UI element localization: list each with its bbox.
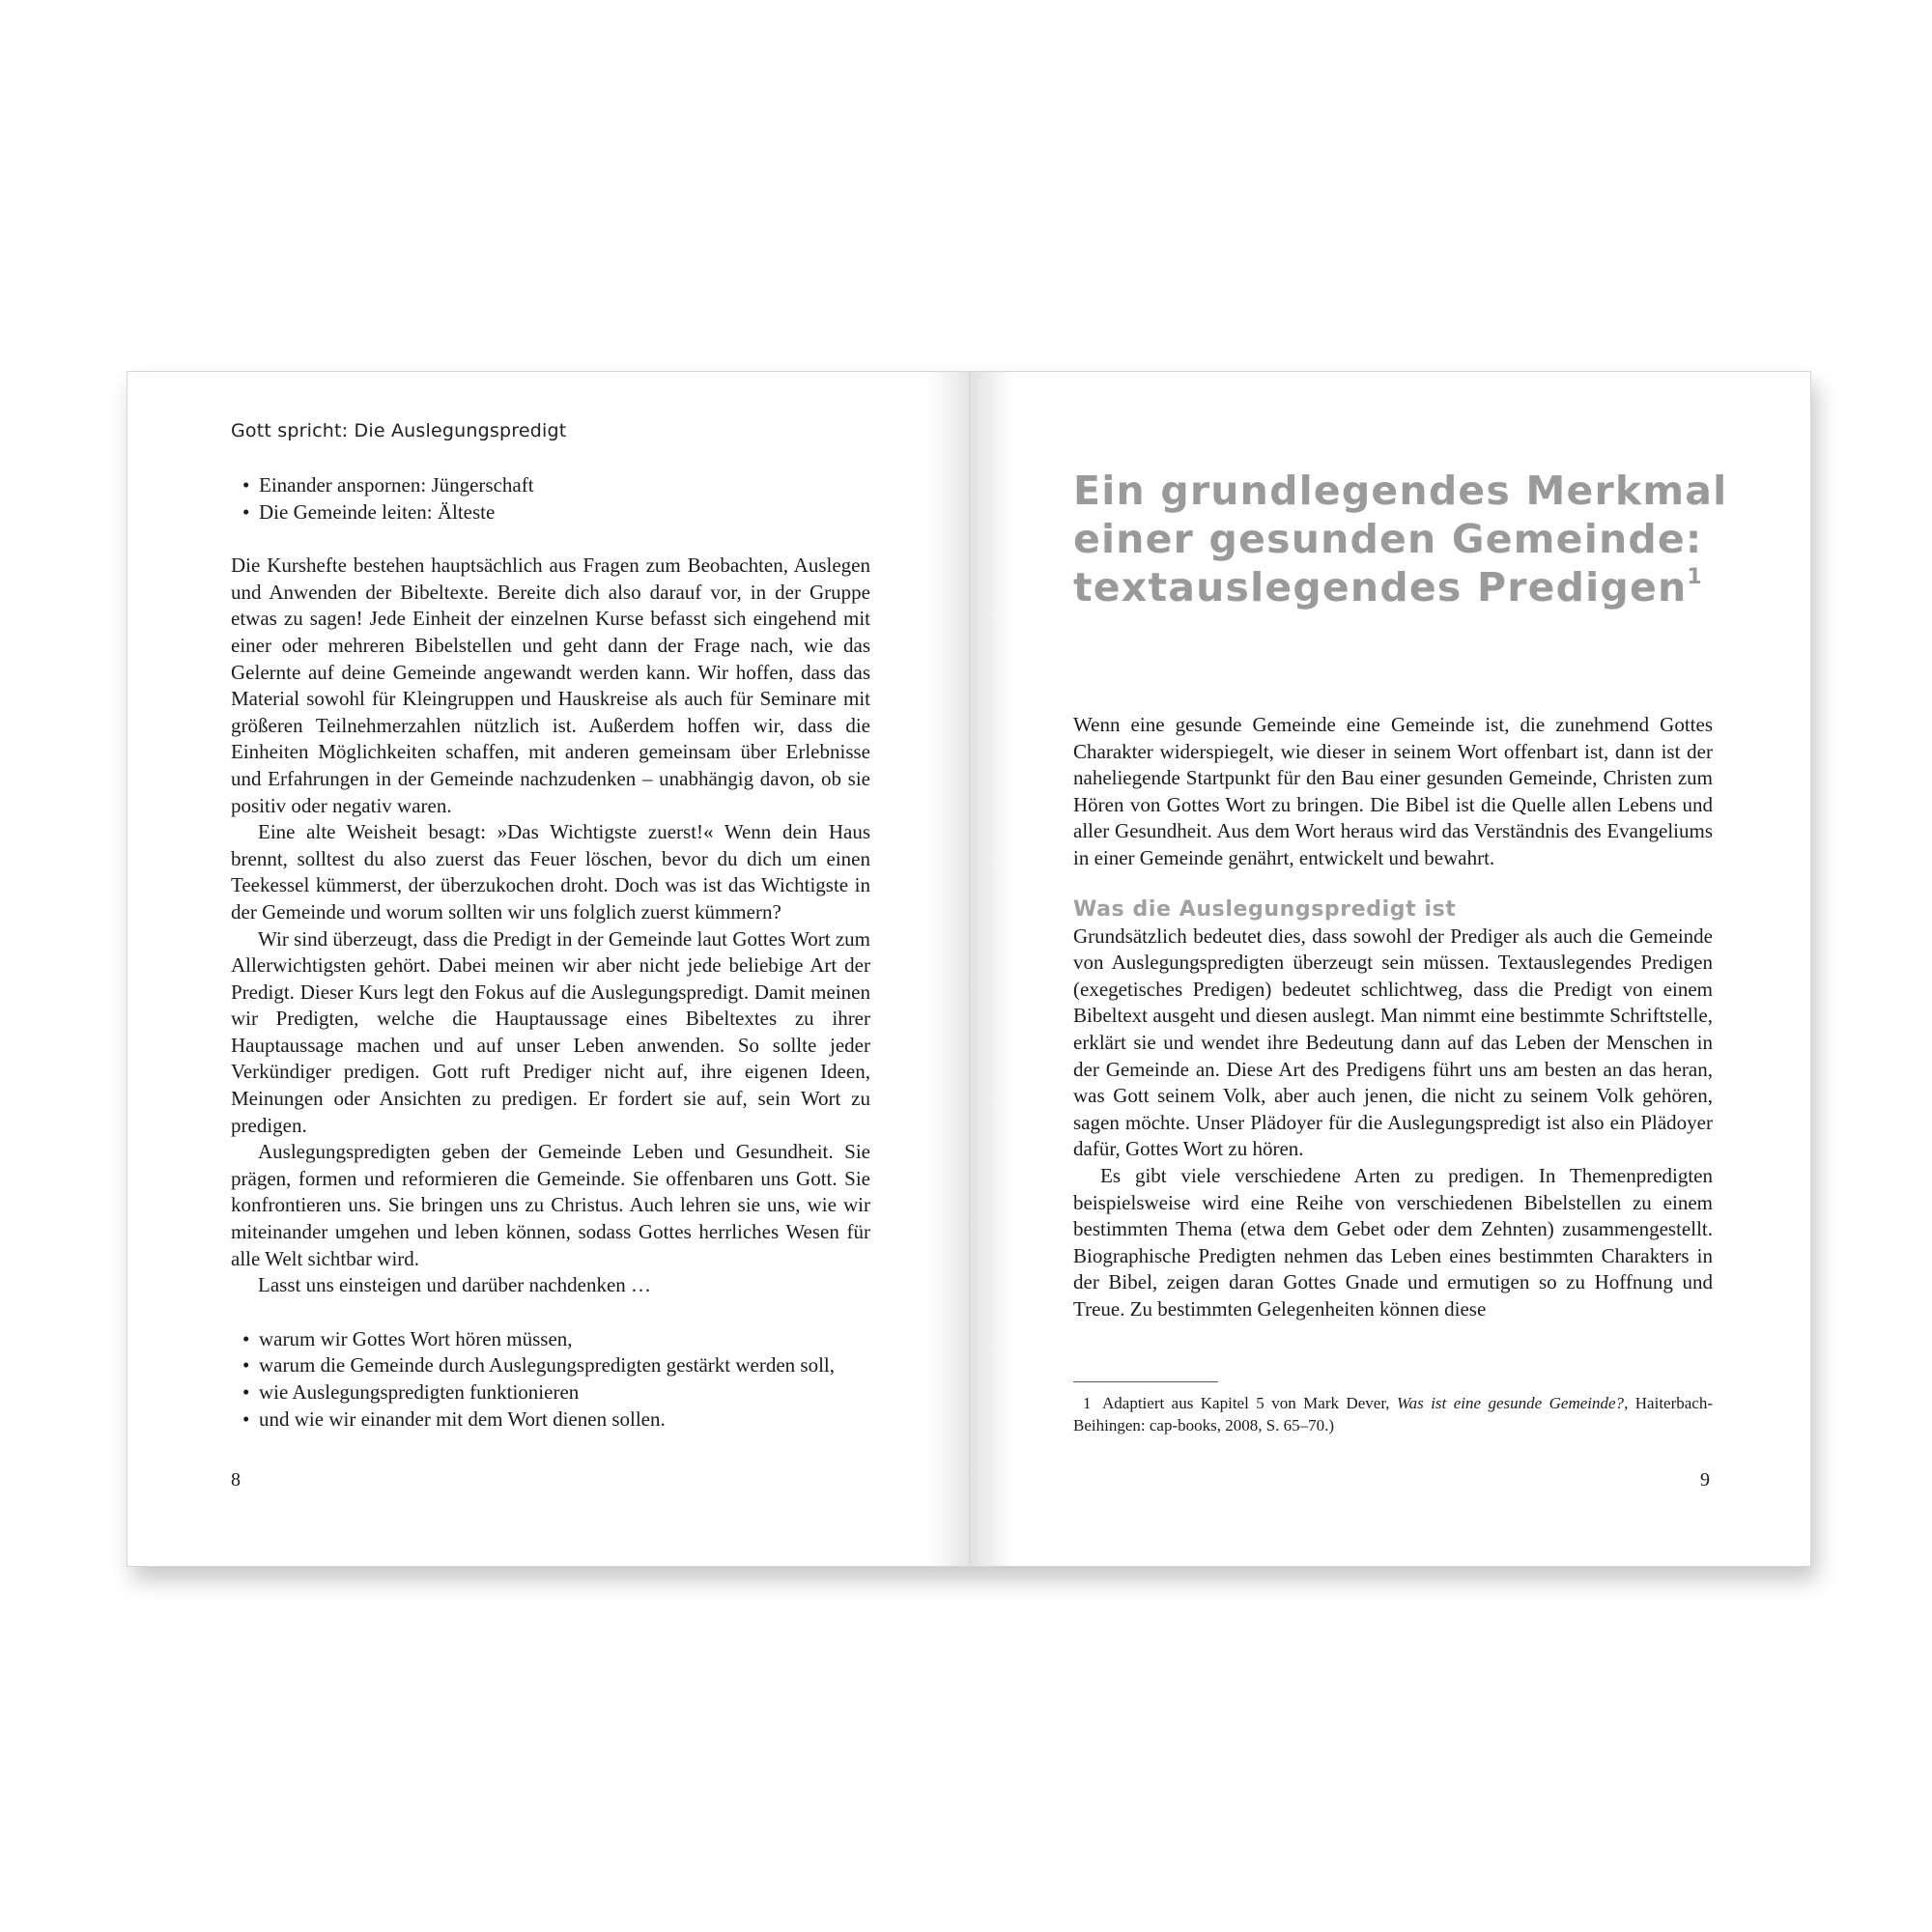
paragraph: Wir sind überzeugt, dass die Predigt in der Gemeinde laut Gottes Wort zum Allerwichtigsten gehört. Dabei meinen wir aber nicht jede beliebige Art der Predigt. Dieser Kurs legt den Fokus auf die Auslegungspredigt. Damit meinen wir Predigten, welche die Hauptaussage eines Bibeltextes zu ihrer Hauptaussage machen und auf unser Leben anwenden. So sollte jeder Verkündiger predigen. Gott ruft Prediger nicht auf, ihre eigenen Ideen, Meinungen oder Ansichten zu predigen. Er fordert sie auf, sein Wort zu predigen. — [231, 926, 870, 1137]
list-item-text: warum die Gemeinde durch Auslegungspredigten gestärkt werden soll, — [259, 1353, 836, 1378]
bullet-icon: • — [242, 1353, 250, 1378]
footnote-divider — [1073, 1381, 1218, 1382]
right-column — [1073, 712, 1713, 1322]
list-item — [231, 1352, 870, 1379]
section-heading: Was die Auslegungspredigt ist — [1073, 896, 1457, 922]
list-item — [231, 1406, 870, 1434]
left-column — [231, 472, 870, 1433]
running-head: Gott spricht: Die Auslegungspredigt — [231, 420, 567, 441]
bottom-bullet-list — [231, 1326, 870, 1433]
footnote — [1073, 1392, 1713, 1436]
paragraph: Wenn eine gesunde Gemeinde eine Gemeinde ist, die zunehmend Gottes Charakter widerspiegelt, wie dieser in seinem Wort offenbart ist, dann ist der naheliegende Startpunkt für den Bau einer gesunden Gemeinde, Christen zum Hören von Gottes Wort zu bringen. Die Bibel ist die Quelle allen Lebens und aller Gesundheit. Aus dem Wort heraus wird das Verständnis des Evangeliums in einer Gemeinde genährt, entwickelt und bewahrt. — [1073, 713, 1713, 869]
section-body-text — [1073, 923, 1713, 1323]
footnote-reference[interactable]: 1 — [1687, 565, 1702, 589]
top-bullet-list — [231, 472, 870, 526]
footnote-book-title: Was ist eine gesunde Gemeinde? — [1397, 1394, 1625, 1412]
gutter-shadow-right — [970, 372, 1012, 1566]
gutter-shadow-left — [926, 372, 969, 1566]
list-item-text: und wie wir einander mit dem Wort dienen sollen. — [259, 1406, 666, 1431]
paragraph: Eine alte Weisheit besagt: »Das Wichtigste zuerst!« Wenn dein Haus brennt, solltest du also zuerst das Feuer löschen, bevor du dich um einen Teekessel kümmerst, der überzukochen droht. Doch was ist das Wichtigste in der Gemeinde und worum sollten wir uns folglich zuerst kümmern? — [231, 820, 870, 923]
list-item — [231, 472, 870, 499]
footnote-number: 1 — [1083, 1394, 1092, 1412]
footnote-text-before: Adaptiert aus Kapitel 5 von Mark Dever, — [1102, 1394, 1398, 1412]
right-page — [969, 371, 1811, 1567]
page-number-left: 8 — [231, 1469, 241, 1491]
footnote-text-after: , Haiterbach-Beihingen: cap-books, 2008, S. 65–70.) — [1073, 1394, 1713, 1435]
paragraph: Lasst uns einsteigen und darüber nachdenken … — [258, 1273, 652, 1297]
bullet-icon: • — [242, 1380, 250, 1404]
intro-text — [1073, 712, 1713, 872]
paragraph: Auslegungspredigten geben der Gemeinde Leben und Gesundheit. Sie prägen, formen und reformieren die Gemeinde. Sie offenbaren uns Gott. Sie konfrontieren uns. Sie bringen uns zu Christus. Auch lehren sie uns, wie wir miteinander umgehen und leben können, sodass Gottes herrliches Wesen für alle Welt sichtbar wird. — [231, 1140, 870, 1270]
chapter-title-text: Ein grundlegendes Merkmal einer gesunden Gemeinde: textauslegendes Predigen — [1073, 468, 1728, 611]
bullet-icon: • — [242, 473, 250, 497]
list-item-text: Einander anspornen: Jüngerschaft — [259, 473, 534, 497]
list-item — [231, 1379, 870, 1406]
book-spread — [127, 371, 1811, 1567]
bullet-icon: • — [242, 1406, 250, 1431]
list-item — [231, 1326, 870, 1353]
list-item-text: Die Gemeinde leiten: Älteste — [259, 499, 496, 524]
paragraph: Grundsätzlich bedeutet dies, dass sowohl der Prediger als auch die Gemeinde von Auslegungspredigten überzeugt sein müssen. Textauslegendes Predigen (exegetisches Predigen) bedeutet schlichtweg, dass die Predigt von einem Bibeltext ausgeht und diesen auslegt. Man nimmt eine bestimmte Schriftstelle, erklärt sie und wendet ihre Bedeutung dann auf das Leben der Menschen in der Gemeinde an. Diese Art des Predigens führt uns am besten an das heran, was Gott seinem Volk, aber auch jenen, die nicht zu seinem Volk gehören, sagen möchte. Unser Plädoyer für die Auslegungspredigt ist also ein Plädoyer dafür, Gottes Wort zu hören. — [1073, 923, 1713, 1161]
bullet-icon: • — [242, 499, 250, 524]
left-body-text — [231, 553, 870, 1299]
page-number-right: 9 — [1700, 1469, 1710, 1491]
list-item-text: wie Auslegungspredigten funktionieren — [259, 1380, 580, 1404]
chapter-title — [1073, 467, 1730, 611]
paragraph: Die Kurshefte bestehen hauptsächlich aus Fragen zum Beobachten, Auslegen und Anwenden der Bibeltexte. Bereite dich also darauf vor, in der Gruppe etwas zu sagen! Jede Einheit der einzelnen Kurse befasst sich eingehend mit einer oder mehreren Bibelstellen und geht dann der Frage nach, wie das Gelernte auf deine Gemeinde angewandt werden kann. Wir hoffen, dass das Material sowohl für Kleingruppen und Hauskreise als auch für Seminare mit größeren Teilnehmerzahlen nützlich ist. Außerdem hoffen wir, dass die Einheiten Möglichkeiten schaffen, mit anderen gemeinsam über Erlebnisse und Erfahrungen in der Gemeinde nachzudenken – unabhängig davon, ob sie positiv oder negativ waren. — [231, 554, 870, 817]
list-item — [231, 499, 870, 526]
left-page — [127, 371, 969, 1567]
list-item-text: warum wir Gottes Wort hören müssen, — [259, 1326, 573, 1350]
bullet-icon: • — [242, 1326, 250, 1350]
paragraph: Es gibt viele verschiedene Arten zu predigen. In Themenpredigten beispielsweise wird eine Reihe von verschiedenen Bibelstellen zu einem bestimmten Thema (etwa dem Gebet oder dem Zehnten) zusammengestellt. Biographische Predigten nehmen das Leben eines bestimmten Charakters in der Bibel, zeigen daran Gottes Gnade und ermutigen so zu Hoffnung und Treue. Zu bestimmten Gelegenheiten können diese — [1073, 1163, 1713, 1321]
